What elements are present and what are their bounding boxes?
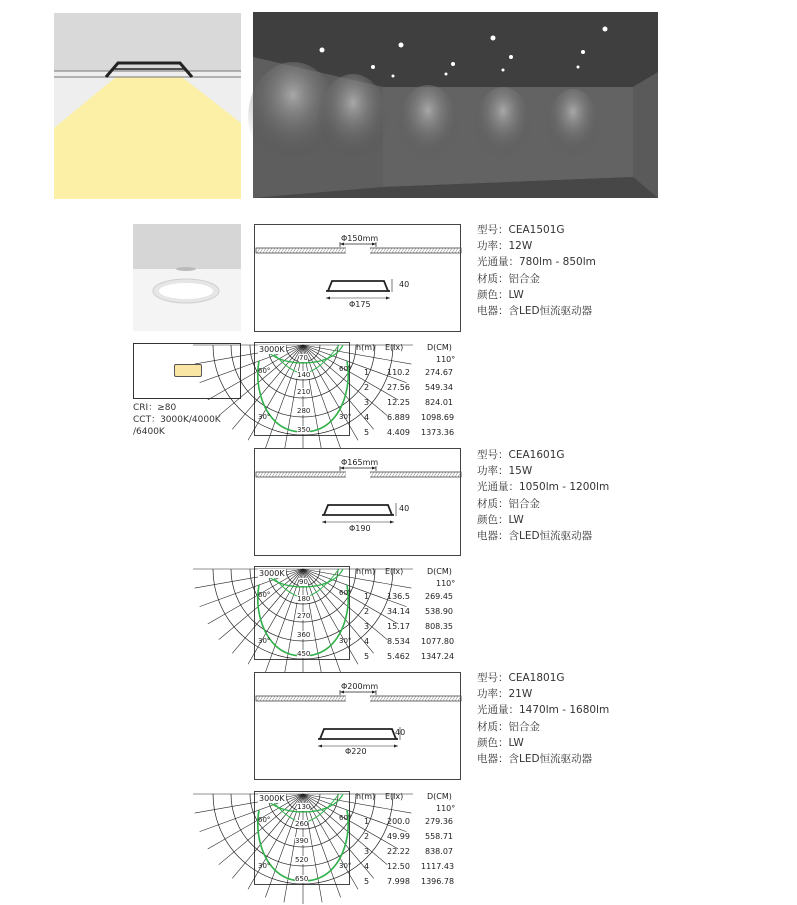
table-row: 2 34.14 538.90: [364, 607, 453, 616]
ceiling-light-illustration: [54, 13, 241, 199]
polar-tick: 140: [297, 371, 311, 379]
diameter-dimension: Φ220: [345, 747, 367, 756]
polar-angle: 30°: [339, 862, 352, 870]
height-dimension: 40: [399, 504, 410, 513]
d-header: D(CM): [427, 567, 452, 576]
driver-label: 电器：含LED恒流驱动器: [477, 530, 593, 543]
h-header: h(m): [356, 343, 376, 352]
product-spec: [477, 670, 609, 767]
polar-tick: 180: [297, 595, 311, 603]
polar-light-distribution: [254, 791, 350, 885]
polar-angle: 60°: [258, 367, 271, 375]
polar-tick: 260: [295, 820, 309, 828]
table-row: 2 49.99 558.71: [364, 832, 453, 841]
polar-angle: 30°: [339, 637, 352, 645]
flux-label: 光通量：1050lm - 1200lm: [477, 481, 610, 494]
color-label: 颜色：LW: [477, 513, 524, 526]
flux-label: 光通量：780lm - 850lm: [477, 256, 596, 269]
h-header: h(m): [356, 567, 376, 576]
polar-angle: 60°: [339, 814, 352, 822]
model-label: 型号：CEA1601G: [477, 449, 565, 461]
beam-angle: 110°: [436, 804, 456, 813]
polar-angle: 30°: [258, 862, 271, 870]
illuminance-table: [356, 342, 456, 443]
color-label: 颜色：LW: [477, 288, 524, 301]
illuminance-table: [356, 566, 456, 667]
polar-tick: 390: [295, 837, 309, 845]
polar-tick: 270: [297, 612, 311, 620]
table-row: 4 12.50 1117.43: [364, 862, 455, 871]
polar-tick: 210: [297, 388, 311, 396]
polar-light-distribution: [254, 342, 350, 436]
dimension-drawing: [254, 672, 461, 780]
polar-tick: 520: [295, 856, 309, 864]
table-row: 1 200.0 279.36: [364, 817, 453, 826]
power-label: 功率：12W: [477, 240, 533, 253]
table-row: 4 8.534 1077.80: [364, 637, 455, 646]
table-row: 5 5.462 1347.24: [364, 652, 455, 661]
illuminance-table: [356, 791, 456, 892]
polar-cct-label: 3000K: [259, 569, 285, 578]
polar-tick: 130: [297, 803, 311, 811]
table-row: 1 136.5 269.45: [364, 592, 453, 601]
polar-tick: 650: [295, 875, 309, 883]
polar-angle: 30°: [339, 413, 352, 421]
table-row: 3 22.22 838.07: [364, 847, 453, 856]
beam-angle: 110°: [436, 579, 456, 588]
table-row: 5 7.998 1396.78: [364, 877, 455, 886]
driver-label: 电器：含LED恒流驱动器: [477, 305, 593, 318]
polar-angle: 60°: [339, 589, 352, 597]
e-header: E(lx): [385, 792, 404, 801]
diameter-dimension: Φ190: [349, 524, 371, 533]
material-label: 材质：铝合金: [477, 497, 540, 510]
polar-tick: 280: [297, 407, 311, 415]
driver-label: 电器：含LED恒流驱动器: [477, 753, 593, 766]
table-row: 4 6.889 1098.69: [364, 413, 455, 422]
table-row: 3 15.17 808.35: [364, 622, 453, 631]
power-label: 功率：15W: [477, 465, 533, 478]
d-header: D(CM): [427, 792, 452, 801]
cct-spec: CCT：3000K/4000K: [133, 415, 221, 425]
color-label: 颜色：LW: [477, 736, 524, 749]
room-lighting-photo: [253, 12, 658, 198]
d-header: D(CM): [427, 343, 452, 352]
h-header: h(m): [356, 792, 376, 801]
polar-angle: 60°: [258, 816, 271, 824]
light-color-swatch: [174, 364, 202, 377]
cct-spec-continued: /6400K: [133, 427, 165, 437]
polar-tick: 350: [297, 426, 311, 434]
beam-angle: 110°: [436, 355, 456, 364]
table-row: 5 4.409 1373.36: [364, 428, 455, 437]
polar-angle: 60°: [339, 365, 352, 373]
polar-angle: 60°: [258, 591, 271, 599]
polar-cct-label: 3000K: [259, 345, 285, 354]
height-dimension: 40: [399, 280, 410, 289]
polar-tick: 90: [299, 578, 308, 586]
cutout-dimension: Φ165mm: [341, 458, 379, 467]
table-row: 1 110.2 274.67: [364, 368, 453, 377]
power-label: 功率：21W: [477, 688, 533, 701]
polar-tick: 450: [297, 650, 311, 658]
polar-tick: 70: [299, 354, 308, 362]
polar-angle: 30°: [258, 637, 271, 645]
polar-light-distribution: [254, 566, 350, 660]
dimension-drawing: [254, 448, 461, 556]
e-header: E(lx): [385, 567, 404, 576]
polar-tick: 360: [297, 631, 311, 639]
color-temperature-box: [133, 343, 241, 399]
cri-spec: CRI：≥80: [133, 403, 177, 413]
diameter-dimension: Φ175: [349, 300, 371, 309]
height-dimension: 40: [395, 728, 406, 737]
cutout-dimension: Φ150mm: [341, 234, 379, 243]
e-header: E(lx): [385, 343, 404, 352]
product-spec: [477, 222, 596, 319]
model-label: 型号：CEA1801G: [477, 672, 565, 684]
product-spec: [477, 447, 609, 544]
product-photo: [133, 224, 241, 331]
material-label: 材质：铝合金: [477, 272, 540, 285]
polar-angle: 30°: [258, 413, 271, 421]
material-label: 材质：铝合金: [477, 720, 540, 733]
model-label: 型号：CEA1501G: [477, 224, 565, 236]
flux-label: 光通量：1470lm - 1680lm: [477, 704, 610, 717]
table-row: 3 12.25 824.01: [364, 398, 453, 407]
dimension-drawing: [254, 224, 461, 332]
cutout-dimension: Φ200mm: [341, 682, 379, 691]
polar-cct-label: 3000K: [259, 794, 285, 803]
table-row: 2 27.56 549.34: [364, 383, 453, 392]
